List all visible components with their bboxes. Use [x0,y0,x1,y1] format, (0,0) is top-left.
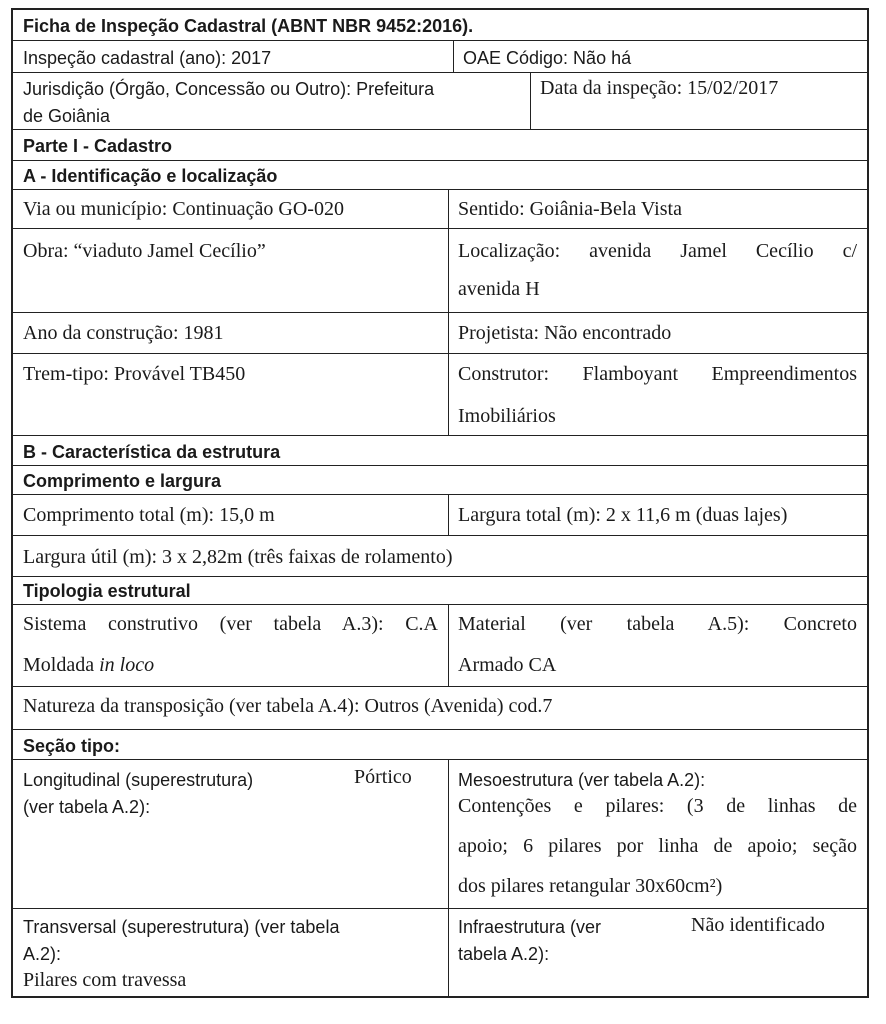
infra-line-2: tabela A.2): [458,944,550,964]
jurisdiction-row [13,73,867,130]
typology-heading-row [13,577,867,605]
inspection-year-row [13,41,867,73]
transversal-line-2: A.2): [23,944,62,964]
oae-code: OAE Código: Não há [463,48,632,68]
projetista: Projetista: Não encontrado [458,322,672,344]
sistema-text: Moldada [23,654,100,676]
material-line-1: Material (ver tabela A.5): Concreto [458,613,857,635]
nature-row [13,687,867,730]
inspection-form [11,8,869,998]
part-1-row [13,130,867,161]
infra-line-1: Infraestrutura (ver [458,917,602,937]
longitudinal-line-1: Longitudinal (superestrutura) [23,770,254,790]
length-row [13,495,867,536]
jurisdiction-line-2: de Goiânia [23,106,111,126]
inspection-year: Inspeção cadastral (ano): 2017 [23,48,272,68]
meso-line-3: apoio; 6 pilares por linha de apoio; seção [458,835,857,857]
infra-value: Não identificado [691,914,825,936]
transversal-row [13,909,867,996]
obra-row [13,229,867,313]
localizacao-line-1: Localização: avenida Jamel Cecílio c/ [458,240,857,262]
longitudinal-line-2: (ver tabela A.2): [23,797,151,817]
sentido: Sentido: Goiânia-Bela Vista [458,198,682,220]
largura-total: Largura total (m): 2 x 11,6 m (duas lajes) [458,504,788,526]
section-type-heading: Seção tipo: [23,736,121,756]
meso-line-1: Mesoestrutura (ver tabela A.2): [458,770,706,790]
meso-line-4: dos pilares retangular 30x60cm²) [458,875,723,897]
largura-util: Largura útil (m): 3 x 2,82m (três faixas de rolamento) [23,546,453,568]
natureza: Natureza da transposição (ver tabela A.4): Outros (Avenida) cod.7 [23,695,553,717]
sistema-line-2 [13,649,164,681]
construtor-line-1: Construtor: Flamboyant Empreendimentos [458,363,857,385]
dimensions-heading: Comprimento e largura [23,471,222,491]
longitudinal-row [13,760,867,909]
section-a-row [13,161,867,190]
section-a-heading: A - Identificação e localização [23,166,278,186]
via-row [13,190,867,229]
trem-tipo-row [13,354,867,436]
sistema-line-1: Sistema construtivo (ver tabela A.3): C.A [23,613,438,635]
section-b-row [13,436,867,466]
dimensions-heading-row [13,466,867,495]
transversal-line-1: Transversal (superestrutura) (ver tabela [23,917,340,937]
transversal-line-3: Pilares com travessa [23,969,187,991]
ano-row [13,313,867,354]
form-title: Ficha de Inspeção Cadastral (ABNT NBR 9452:2016). [23,16,474,36]
section-b-heading: B - Característica da estrutura [23,442,281,462]
material-line-2: Armado CA [458,654,557,676]
section-type-row [13,730,867,760]
ano-construcao: Ano da construção: 1981 [23,322,224,344]
sistema-italic: in loco [99,654,155,676]
useful-width-row [13,536,867,577]
system-row [13,605,867,687]
jurisdiction-line-1: Jurisdição (Órgão, Concessão ou Outro): Prefeitura [23,79,435,99]
inspection-date: Data da inspeção: 15/02/2017 [540,77,779,99]
part-1-heading: Parte I - Cadastro [23,136,173,156]
via-municipio: Via ou município: Continuação GO-020 [23,198,344,220]
longitudinal-value: Pórtico [354,766,412,788]
localizacao-line-2: avenida H [458,278,540,300]
comprimento-total: Comprimento total (m): 15,0 m [23,504,275,526]
meso-line-2: Contenções e pilares: (3 de linhas de [458,795,857,817]
obra: Obra: “viaduto Jamel Cecílio” [23,240,266,262]
construtor-line-2: Imobiliários [458,405,556,427]
form-title-row [13,10,867,41]
trem-tipo: Trem-tipo: Provável TB450 [23,363,246,385]
typology-heading: Tipologia estrutural [23,581,191,601]
